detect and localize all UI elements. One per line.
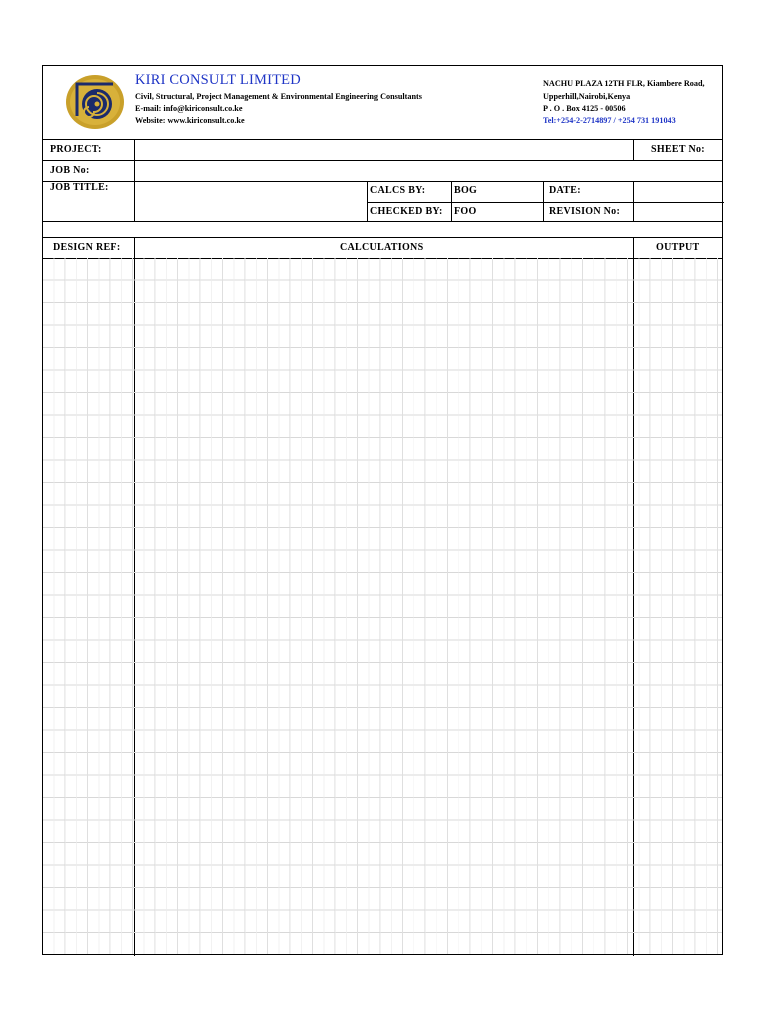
address-line-3: P . O . Box 4125 - 00506 <box>543 104 626 113</box>
checked-by-label: CHECKED BY: <box>370 206 443 217</box>
company-website: Website: www.kiriconsult.co.ke <box>135 116 245 125</box>
company-logo <box>65 74 125 130</box>
job-title-label: JOB TITLE: <box>50 182 109 193</box>
calculation-grid-minor <box>43 258 722 954</box>
company-email: E-mail: info@kiriconsult.co.ke <box>135 104 243 113</box>
divider <box>367 181 368 221</box>
divider <box>43 237 722 238</box>
address-line-1: NACHU PLAZA 12TH FLR, Kiambere Road, <box>543 79 705 88</box>
divider <box>43 181 722 182</box>
revision-no-label: REVISION No: <box>549 206 621 217</box>
job-no-label: JOB No: <box>50 165 90 176</box>
calcs-by-label: CALCS BY: <box>370 185 426 196</box>
output-heading: OUTPUT <box>656 242 700 253</box>
divider <box>543 181 544 221</box>
divider <box>43 221 722 222</box>
checked-by-value: FOO <box>454 206 477 217</box>
date-label: DATE: <box>549 185 581 196</box>
company-name: KIRI CONSULT LIMITED <box>135 72 301 88</box>
address-tel: Tel:+254-2-2714897 / +254 731 191043 <box>543 116 676 125</box>
calcs-by-value: BOG <box>454 185 478 196</box>
sheet-no-label: SHEET No: <box>651 144 705 155</box>
calc-sheet <box>42 65 723 955</box>
divider <box>367 202 724 203</box>
design-ref-heading: DESIGN REF: <box>53 242 121 253</box>
address-line-2: Upperhill,Nairobi,Kenya <box>543 92 631 101</box>
divider <box>633 139 634 160</box>
company-tagline: Civil, Structural, Project Management & Environmental Engineering Consultants <box>135 92 422 101</box>
divider <box>633 181 634 221</box>
divider <box>43 139 722 140</box>
calculations-heading: CALCULATIONS <box>340 242 424 253</box>
project-label: PROJECT: <box>50 144 102 155</box>
divider <box>134 139 135 221</box>
divider <box>451 181 452 221</box>
divider <box>43 160 722 161</box>
